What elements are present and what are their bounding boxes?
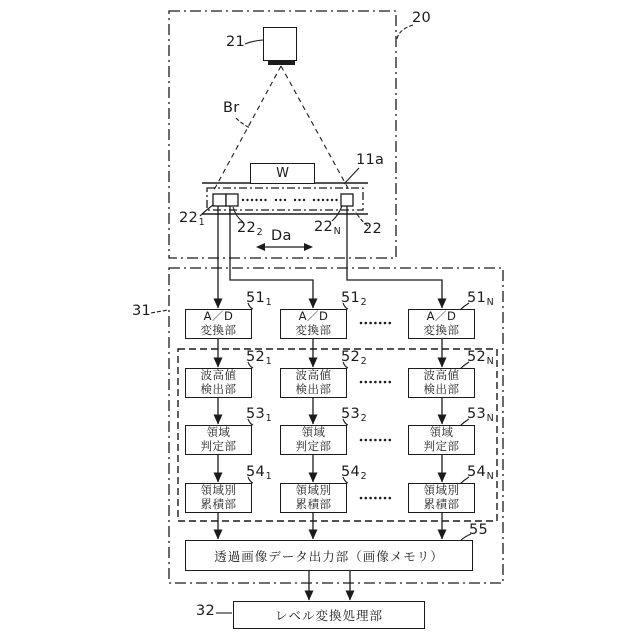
image-output-label: 透過画像データ出力部（画像メモリ） (214, 548, 444, 564)
block-line1: 領域 (206, 425, 231, 440)
level-conversion-label: レベル変換処理部 (274, 608, 383, 623)
ref-label-54-n: $54_N$ (467, 464, 494, 482)
ref-label-21: 21 (226, 34, 246, 50)
block-line1: 領域別 (200, 483, 237, 498)
ref-label-32: 32 (196, 603, 216, 619)
block-region-decider-n (408, 425, 475, 455)
beam-label-br: Br (223, 100, 240, 116)
ref-label-51-n: $51_N$ (467, 290, 494, 308)
block-region-accumulator-2 (280, 483, 347, 513)
ref-label-55: 55 (469, 522, 489, 538)
block-line2: 変換部 (200, 323, 237, 337)
image-output-box (185, 540, 473, 571)
ref-label-11a: 11a (356, 152, 385, 168)
block-line1: 波高値 (295, 368, 332, 383)
block-line1: 波高値 (423, 368, 460, 383)
block-region-decider-2 (280, 425, 347, 455)
ref-label-22-2: $22_2$ (237, 220, 263, 238)
block-ad-converter-2 (280, 309, 347, 339)
ref-label-51-2: $51_2$ (341, 290, 367, 308)
ref-label-54-2: $54_2$ (341, 464, 367, 482)
block-ad-converter-n (408, 309, 475, 339)
block-peak-detector-1 (185, 368, 252, 398)
block-line1: 波高値 (200, 368, 237, 383)
pitch-label-da: Da (271, 228, 292, 244)
workpiece-label: W (276, 166, 289, 181)
ref-label-22: 22 (363, 221, 383, 237)
block-peak-detector-n (408, 368, 475, 398)
block-line2: 判定部 (295, 439, 332, 453)
block-line2: 累積部 (423, 497, 460, 511)
block-line2: 検出部 (295, 382, 332, 396)
block-line2: 累積部 (200, 497, 237, 511)
block-line2: 検出部 (200, 382, 237, 396)
detector-dots (242, 199, 338, 201)
block-line2: 累積部 (295, 497, 332, 511)
ref-label-22-1: $22_1$ (179, 210, 205, 228)
block-ad-converter-1 (185, 309, 252, 339)
block-region-accumulator-1 (185, 483, 252, 513)
block-line1: A／D (426, 309, 457, 324)
ref-label-53-1: $53_1$ (246, 406, 272, 424)
level-conversion-box (233, 601, 425, 629)
ref-label-52-2: $52_2$ (341, 349, 367, 367)
block-line2: 変換部 (423, 323, 460, 337)
block-line2: 変換部 (295, 323, 332, 337)
block-peak-detector-2 (280, 368, 347, 398)
ref-label-52-n: $52_N$ (467, 349, 494, 367)
ref-label-22-n: $22_N$ (314, 219, 341, 237)
pitch-arrow (256, 243, 313, 251)
ref-label-53-n: $53_N$ (467, 406, 494, 424)
block-line1: 領域別 (295, 483, 332, 498)
block-region-accumulator-n (408, 483, 475, 513)
ref-label-52-1: $52_1$ (246, 349, 272, 367)
ref-label-51-1: $51_1$ (246, 290, 272, 308)
block-region-decider-1 (185, 425, 252, 455)
block-line1: 領域 (429, 425, 454, 440)
workpiece-box (250, 163, 315, 184)
ref-label-53-2: $53_2$ (341, 406, 367, 424)
radiation-source-box (263, 27, 297, 61)
ref-label-20: 20 (412, 10, 432, 26)
block-line1: 領域別 (423, 483, 460, 498)
block-line1: 領域 (301, 425, 326, 440)
block-line2: 検出部 (423, 382, 460, 396)
block-line1: A／D (298, 309, 329, 324)
ref-label-31: 31 (132, 303, 152, 319)
block-line1: A／D (203, 309, 234, 324)
block-line2: 判定部 (423, 439, 460, 453)
ref-label-54-1: $54_1$ (246, 464, 272, 482)
block-line2: 判定部 (200, 439, 237, 453)
